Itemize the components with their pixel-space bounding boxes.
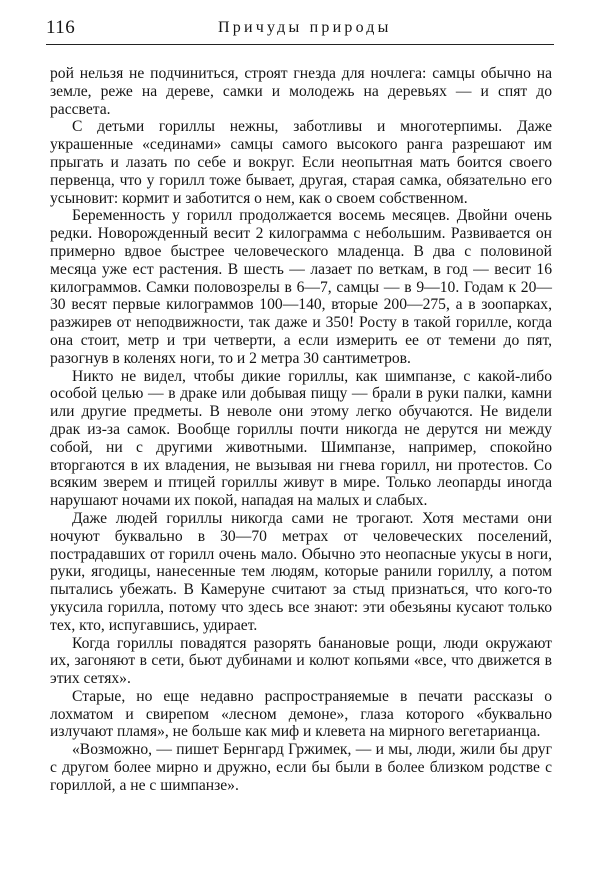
paragraph-quote: «Возможно, — пишет Бернгард Гржимек, — и мы, люди, жили бы друг с другом более мирно и дружно, если бы были в более близком родстве с гориллой, а не с шимпанзе». xyxy=(50,741,552,794)
paragraph-behavior: Никто не видел, чтобы дикие гориллы, как шимпанзе, с какой-либо особой целью — в драке или добывая пищу — брали в руки палки, камни или другие предметы. В неволе они этому легко обучаются. Не видели драк из-за самок. Вообще гориллы почти никогда не дерутся ни между собой, ни с другими животными. Шимпанзе, например, спокойно вторгаются в их владения, не вызывая ни гнева горилл, ни протестов. Со всяким зверем и птицей гориллы живут в мире. Только леопарды иногда нарушают ночами их покой, нападая на малых и слабых. xyxy=(50,367,552,510)
page-number: 116 xyxy=(46,17,76,38)
paragraph-continued: рой нельзя не подчиниться, строят гнезда для ночлега: самцы обычно на земле, реже на дереве, самки и молодежь на деревьях — и спят до рассвета. xyxy=(50,65,552,118)
paragraph-children: С детьми гориллы нежны, заботливы и многотерпимы. Даже украшенные «сединами» самцы самого высокого ранга разрешают им прыгать и лазать по себе и вокруг. Если неопытная мать боится своего первенца, что у горилл тоже бывает, другая, старая самка, обязательно его усыновит: кормит и заботится о нем, как о своем собственном. xyxy=(50,118,552,207)
paragraph-pregnancy: Беременность у горилл продолжается восемь месяцев. Двойни очень редки. Новорожденный весит 2 килограмма с небольшим. Развивается он примерно вдвое быстрее человеческого младенца. В два с половиной месяца уже ест растения. В шесть — лазает по веткам, в год — весит 16 килограммов. Самки половозрелы в 6—7, самцы — в 9—10. Годам к 20—30 весят первые килограммов 100—140, вторые 200—275, а в зоопарках, разжирев от неподвижности, так даже и 350! Росту в такой горилле, когда она стоит, метр и три четверти, а если измерить ее от темени до пят, разогнув в коленях ноги, то и 2 метра 30 сантиметров. xyxy=(50,207,552,367)
paragraph-banana-groves: Когда гориллы повадятся разорять банановые рощи, люди окружают их, загоняют в сети, бьют дубинами и колют копьями «все, что движется в этих сетях». xyxy=(50,634,552,688)
paragraph-forest-demon: Старые, но еще недавно распространяемые в печати рассказы о лохматом и свирепом «лесном демоне», глаза которого «буквально излучают пламя», не больше как миф и клевета на мирного вегетарианца. xyxy=(50,687,552,741)
paragraph-people: Даже людей гориллы никогда сами не трогают. Хотя местами они ночуют буквально в 30—70 метрах от человеческих поселений, пострадавших от горилл очень мало. Обычно это неопасные укусы в ноги, руки, ягодицы, нанесенные тем людям, которые ранили гориллу, а потом пытались убежать. В Камеруне считают за стыд признаться, что кого-то укусила горилла, потому что здесь все знают: эти обезьяны кусают только тех, кто, испугавшись, удирает. xyxy=(50,509,552,634)
body-text xyxy=(50,65,552,795)
page-header xyxy=(46,14,554,45)
running-title: Причуды природы xyxy=(218,19,392,36)
